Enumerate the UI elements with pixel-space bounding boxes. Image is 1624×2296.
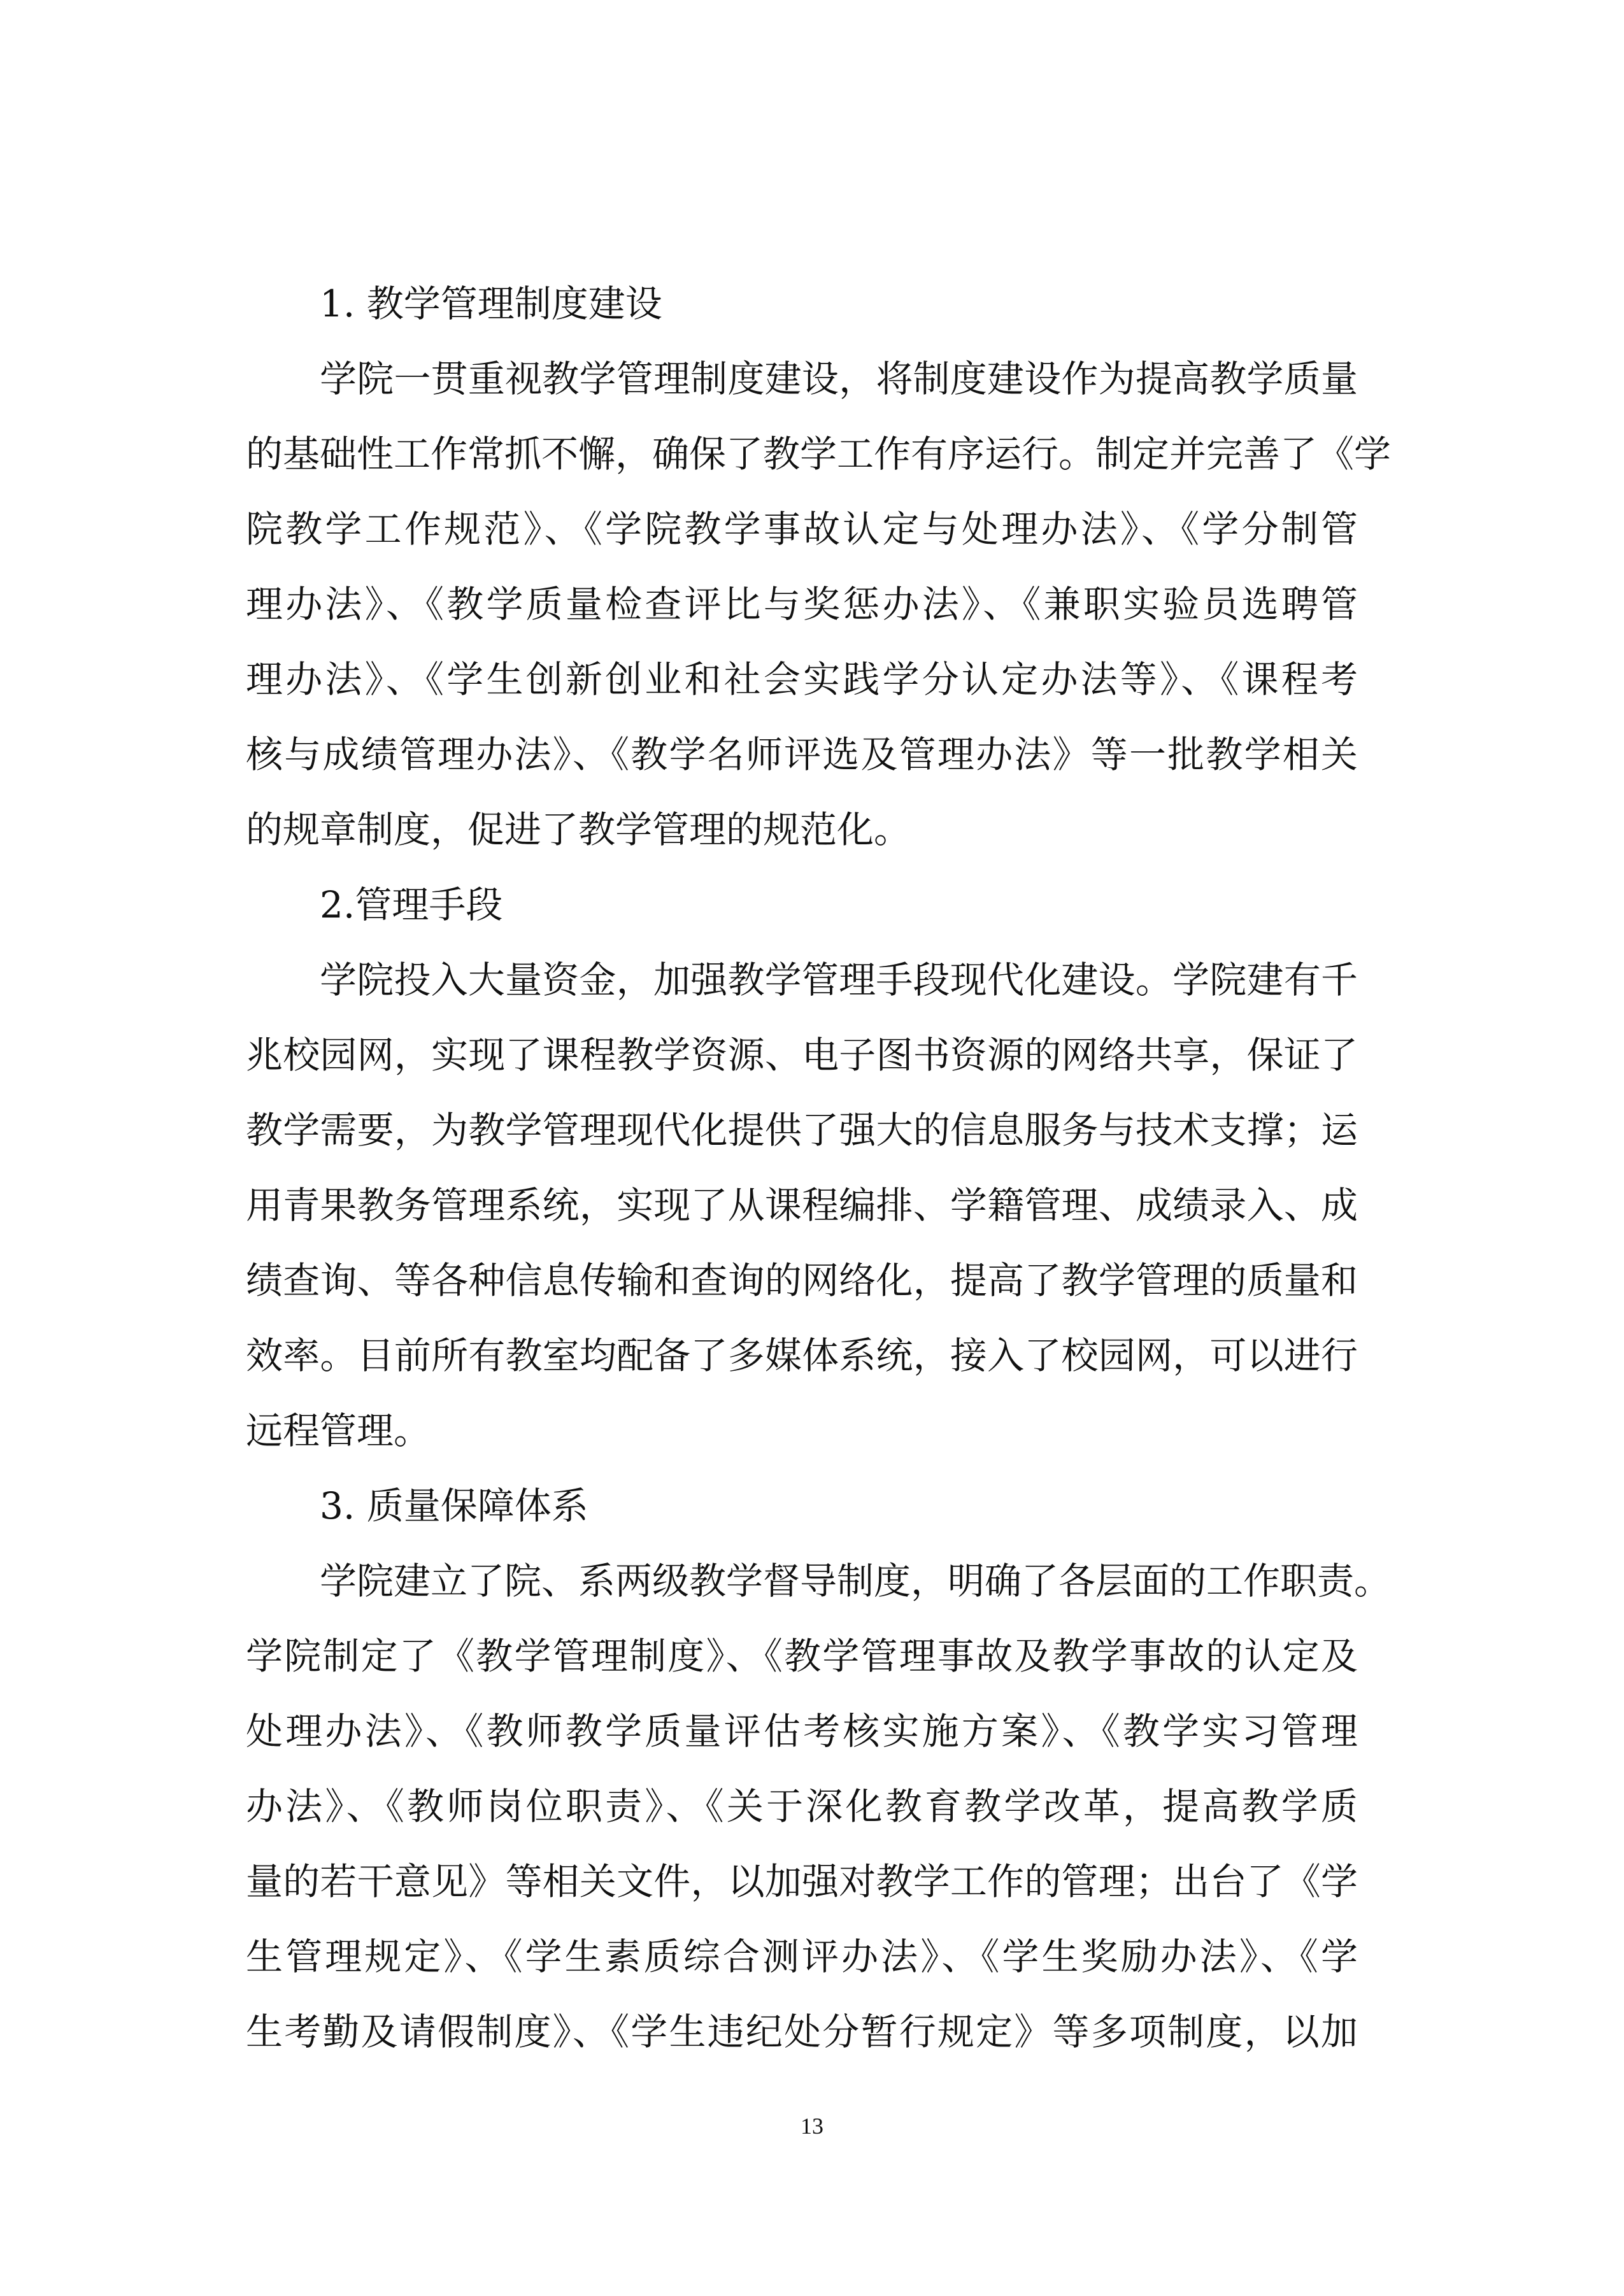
page-number: 13 [801,2113,823,2139]
paragraph-line: 绩查询、等各种信息传输和查询的网络化，提高了教学管理的质量和 [246,1259,1358,1302]
paragraph-line: 远程管理。 [246,1409,431,1452]
paragraph-line: 核与成绩管理办法》、《教学名师评选及管理办法》等一批教学相关 [246,733,1358,776]
paragraph-line: 效率。目前所有教室均配备了多媒体系统，接入了校园网，可以进行 [246,1334,1358,1377]
section-paragraph-3 [246,1543,1392,2069]
paragraph-line: 兆校园网，实现了课程教学资源、电子图书资源的网络共享，保证了 [246,1033,1358,1077]
paragraph-line: 生管理规定》、《学生素质综合测评办法》、《学生奖励办法》、《学 [246,1935,1358,1978]
paragraph-line: 学院制定了《教学管理制度》、《教学管理事故及教学事故的认定及 [246,1634,1358,1678]
paragraph-line: 理办法》、《教学质量检查评比与奖惩办法》、《兼职实验员选聘管 [246,583,1358,626]
paragraph-line: 的基础性工作常抓不懈，确保了教学工作有序运行。制定并完善了《学 [246,432,1392,476]
paragraph-line: 院教学工作规范》、《学院教学事故认定与处理办法》、《学分制管 [246,507,1358,551]
section-heading-3: 3. 质量保障体系 [320,1484,588,1527]
paragraph-line: 学院投入大量资金，加强教学管理手段现代化建设。学院建有千 [320,958,1358,1002]
paragraph-line: 学院建立了院、系两级教学督导制度，明确了各层面的工作职责。 [320,1559,1392,1603]
paragraph-line: 用青果教务管理系统，实现了从课程编排、学籍管理、成绩录入、成 [246,1184,1358,1227]
paragraph-line: 教学需要，为教学管理现代化提供了强大的信息服务与技术支撑；运 [246,1109,1358,1152]
section-heading-2: 2.管理手段 [320,883,503,926]
paragraph-line: 的规章制度，促进了教学管理的规范化。 [246,808,911,851]
paragraph-line: 学院一贯重视教学管理制度建设，将制度建设作为提高教学质量 [320,357,1358,400]
document-body [246,266,1392,2069]
paragraph-line: 理办法》、《学生创新创业和社会实践学分认定办法等》、《课程考 [246,658,1358,701]
section-paragraph-2 [246,942,1358,1468]
section-heading-1: 1. 教学管理制度建设 [320,282,662,325]
paragraph-line: 生考勤及请假制度》、《学生违纪处分暂行规定》等多项制度，以加 [246,2010,1358,2053]
paragraph-line: 处理办法》、《教师教学质量评估考核实施方案》、《教学实习管理 [246,1710,1358,1753]
section-paragraph-1 [246,341,1392,867]
paragraph-line: 办法》、《教师岗位职责》、《关于深化教育教学改革，提高教学质 [246,1785,1358,1828]
paragraph-line: 量的若干意见》等相关文件，以加强对教学工作的管理；出台了《学 [246,1860,1358,1903]
